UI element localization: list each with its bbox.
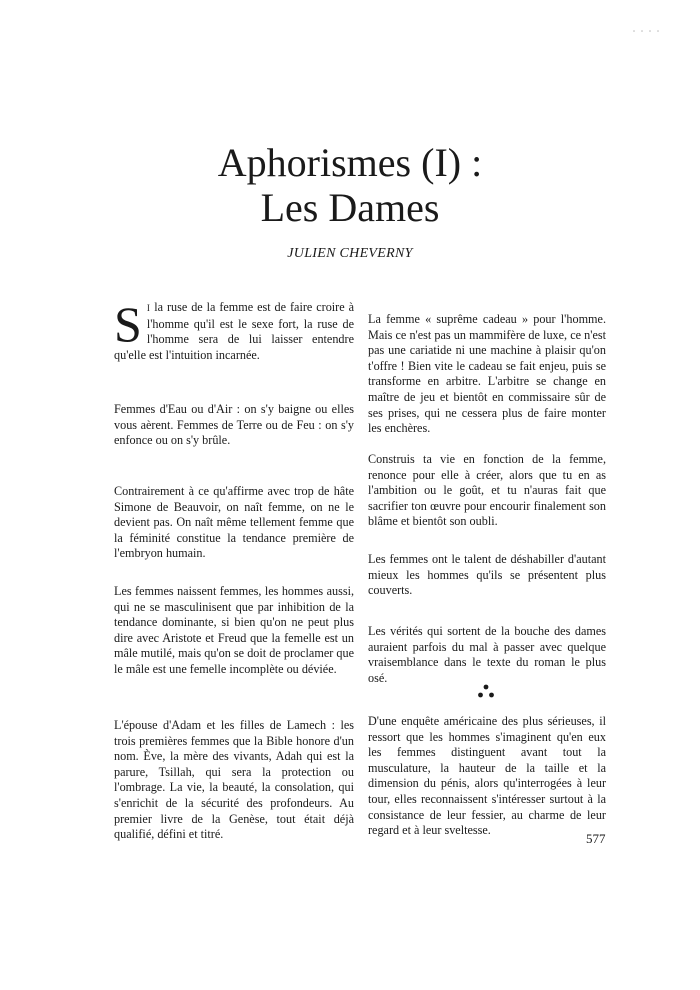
article-title-line-1: Aphorismes (I) :: [217, 140, 483, 185]
aphorism-paragraph: La femme « suprême cadeau » pour l'homme. Mais ce n'est pas un mammifère de luxe, ce n'est pas une cariatide ni une machine à plaisir qu'on t'offre ! Bien vite le cadeau se fait enjeu, puis se transforme en arbitre. L'arbitre se change en maître de jeu et bientôt en commissaire sûr de ses prises, qui ne cessera plus de faire monter les enchères.: [368, 312, 606, 436]
paragraph-text: la ruse de la femme est de faire croire à l'homme qu'il est le sexe fort, la ruse de l'homme sera de lui laisser entendre qu'elle est l'intuition incarnée.: [114, 300, 354, 362]
corner-marks-icon: [632, 28, 662, 34]
drop-cap-continuation: I: [146, 303, 151, 313]
article-title-line-2: Les Dames: [260, 185, 440, 230]
aphorism-paragraph: Les femmes ont le talent de déshabiller d'autant mieux les hommes qu'ils se présentent plus couverts.: [368, 552, 606, 598]
aphorism-paragraph: Les femmes naissent femmes, les hommes aussi, qui ne se masculinisent que par inhibition de la tendance dominante, si bien qu'on ne peut plus dire avec Aristote et Freud que la femelle est un mâle mutilé, mais qu'on se doit de proclamer que le mâle est une femelle incomplète ou déviée.: [114, 584, 354, 676]
aphorism-paragraph: [114, 296, 354, 363]
aphorism-paragraph: Contrairement à ce qu'affirme avec trop de hâte Simone de Beauvoir, on naît femme, on ne le devient pas. On naît même tellement femme que la féminité constitue la tendance première de l'embryon humain.: [114, 484, 354, 561]
aphorism-paragraph: Construis ta vie en fonction de la femme, renonce pour elle à créer, alors que tu en as l'ambition ou le goût, et tu n'auras fait que sacrifier ton œuvre pour encourir finalement son blâme et bientôt son oubli.: [368, 452, 606, 529]
author-name: JULIEN CHEVERNY: [287, 246, 413, 261]
aphorism-paragraph: L'épouse d'Adam et les filles de Lamech : les trois premières femmes que la Bible honore d'un nom. Ève, la mère des vivants, Adah qui est la parure, Tsillah, qui sera la protection ou l'ombrage. La vie, la beauté, la consolation, qui s'enrichit de la sécurité des profondeurs. Au premier livre de la Genèse, tout était déjà qualifié, défini et titré.: [114, 718, 354, 842]
drop-cap: S: [114, 296, 142, 352]
aphorism-paragraph: Les vérités qui sortent de la bouche des dames auraient parfois du mal à passer avec quelque vraisemblance dans le texte du roman le plus osé.: [368, 624, 606, 685]
aphorism-paragraph: Femmes d'Eau ou d'Air : on s'y baigne ou elles vous aèrent. Femmes de Terre ou de Feu : on s'y enfonce ou on s'y brûle.: [114, 402, 354, 448]
aphorism-paragraph: D'une enquête américaine des plus sérieuses, il ressort que les hommes s'imaginent qu'en eux les femmes distinguent avant tout la musculature, la hauteur de la taille et la dimension du pénis, alors qu'interrogées à leur tour, elles reconnaissent s'intéresser surtout à la consistance de leur fessier, au charme de leur regard et à leur sveltesse.: [368, 714, 606, 838]
asterism-icon: [476, 683, 496, 701]
page-number: 577: [586, 831, 606, 846]
